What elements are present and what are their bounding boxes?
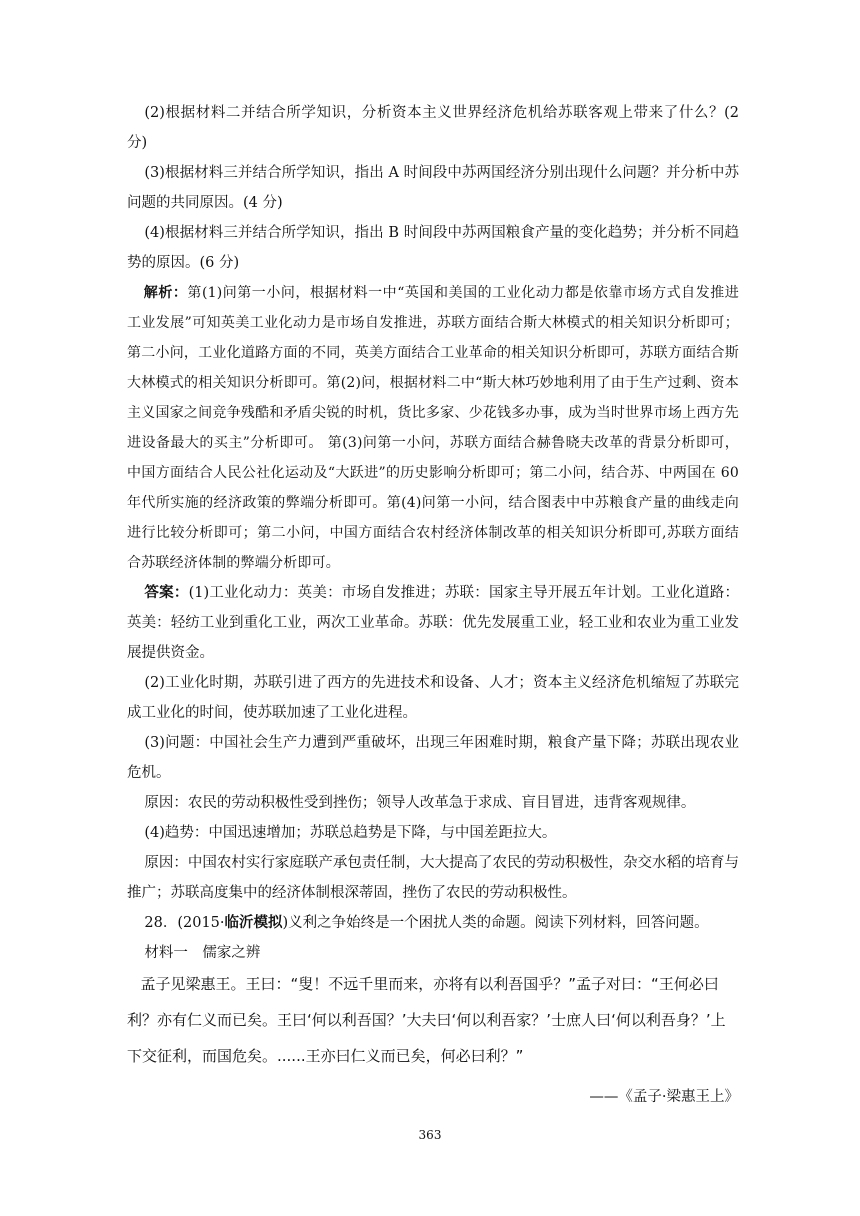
question-28-source: 临沂模拟 — [224, 914, 283, 931]
material-1-title: 材料一 儒家之辨 — [144, 945, 261, 961]
answer-4-reason: 原因：中国农村实行家庭联产承包责任制，大大提高了农民的劳动积极性，杂交水稻的培育与推广；苏联高度集中的经济体制根深蒂固，挫伤了农民的劳动积极性。 — [127, 855, 739, 901]
page-number: 363 — [418, 1128, 442, 1142]
answer-1 — [127, 578, 739, 668]
answer-3-reason: 原因：农民的劳动积极性受到挫伤；领导人改革急于求成、盲目冒进，违背客观规律。 — [144, 795, 696, 811]
answer-label: 答案： — [144, 584, 189, 601]
question-3: (3)根据材料三并结合所学知识，指出 A 时间段中苏两国经济分别出现什么问题？并分析中苏问题的共同原因。(4 分) — [127, 165, 739, 211]
analysis-label: 解析： — [143, 285, 188, 301]
answer-4: (4)趋势：中国迅速增加；苏联总趋势是下降，与中国差距拉大。 — [144, 825, 557, 841]
question-4: (4)根据材料三并结合所学知识，指出 B 时间段中苏两国粮食产量的变化趋势；并分析不同趋势的原因。(6 分) — [127, 225, 739, 271]
material-1-source: ——《孟子·梁惠王上》 — [589, 1089, 739, 1105]
analysis-text: 第(1)问第一小问，根据材料一中“英国和美国的工业化动力都是依靠市场方式自发推进工业发展”可知英美工业化动力是市场自发推进，苏联方面结合斯大林模式的相关知识分析即可；第二小问，工业化道路方面的不同，英美方面结合工业革命的相关知识分析即可，苏联方面结合斯大林模式的相关知识分析即可。第(2)问，根据材料二中“斯大林巧妙地利用了由于生产过剩、资本主义国家之间竞争残酷和矛盾尖锐的时机，货比多家、少花钱多办事，成为当时世界市场上西方先进设备最大的买主”分析即可。 第(3)问第一小问，苏联方面结合赫鲁晓夫改革的背景分析即可，中国方面结合人民公社化运动及“大跃进”的历史影响分析即可；第二小问，结合苏、中两国在 60 年代所实施的经济政策的弊端分析即可。第(4)问第一小问，结合图表中中苏粮食产量的曲线走向进行比较分析即可；第二小问，中国方面结合农村经济体制改革的相关知识分析即可,苏联方面结合苏联经济体制的弊端分析即可。 — [127, 285, 739, 571]
answer-1-text: (1)工业化动力：英美：市场自发推进；苏联：国家主导开展五年计划。工业化道路：英美：轻纺工业到重化工业，两次工业革命。苏联：优先发展重工业，轻工业和农业为重工业发展提供资金。 — [127, 585, 740, 661]
material-1-quote: 孟子见梁惠王。王曰：“叟！不远千里而来，亦将有以利吾国乎？”孟子对曰：“王何必曰利？亦有仁义而已矣。王曰‘何以利吾国？’大夫曰‘何以利吾家？’士庶人曰‘何以利吾身？’上下交征利，而国危矣。......王亦曰仁义而已矣，何必曰利？” — [127, 975, 726, 1065]
question-2: (2)根据材料二并结合所学知识，分析资本主义世界经济危机给苏联客观上带来了什么？(2 分) — [127, 105, 739, 151]
answer-2: (2)工业化时期，苏联引进了西方的先进技术和设备、人才；资本主义经济危机缩短了苏联完成工业化的时间，使苏联加速了工业化进程。 — [127, 675, 739, 721]
analysis-paragraph — [127, 278, 739, 578]
answer-3: (3)问题：中国社会生产力遭到严重破坏，出现三年困难时期，粮食产量下降；苏联出现农业危机。 — [127, 735, 739, 781]
question-28: 28．(2015·临沂模拟)义利之争始终是一个困扰人类的命题。阅读下列材料，回答问题。 — [144, 914, 709, 931]
